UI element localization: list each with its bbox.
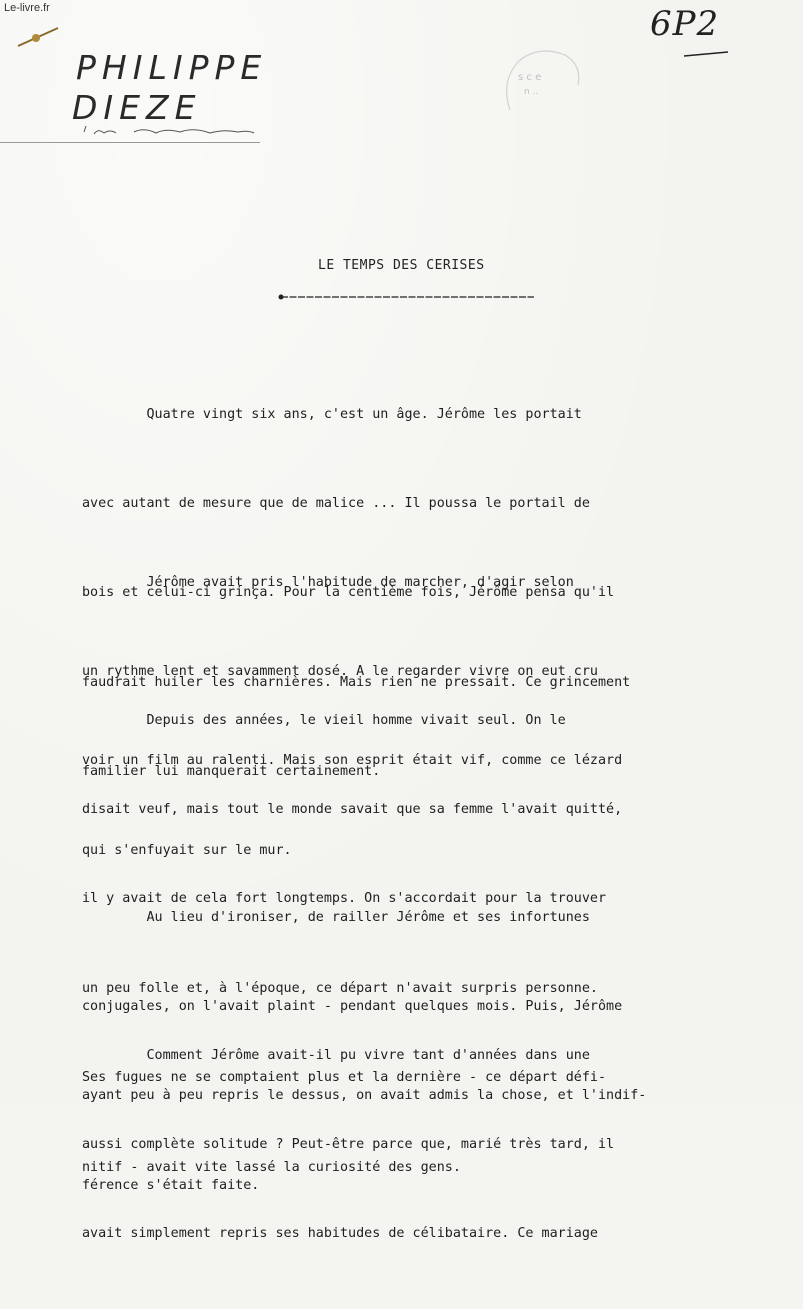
text-line: faudrait huiler les charnières. Mais rien ne pressait. Ce grincement bbox=[82, 674, 631, 690]
svg-text:n ..: n .. bbox=[524, 87, 539, 97]
catalog-number: 6P2 bbox=[650, 4, 720, 44]
text-line: avait simplement repris ses habitudes de célibataire. Ce mariage bbox=[82, 1226, 598, 1242]
text-line: qui s'enfuyait sur le mur. bbox=[82, 842, 292, 858]
text-line: il y avait de cela fort longtemps. On s'accordait pour la trouver bbox=[82, 891, 607, 907]
catalog-underline bbox=[682, 50, 732, 58]
text-line: conjugales, on l'avait plaint - pendant quelques mois. Puis, Jérôme bbox=[82, 998, 623, 1014]
document-title: LE TEMPS DES CERISES bbox=[318, 258, 485, 273]
svg-text:s c e: s c e bbox=[518, 72, 542, 83]
pin-icon bbox=[14, 20, 64, 50]
text-line: familier lui manquerait certainement. bbox=[82, 764, 381, 780]
text-line: Quatre vingt six ans, c'est un âge. Jérôme les portait bbox=[82, 406, 582, 422]
paragraph-5 bbox=[82, 981, 692, 1309]
header-divider bbox=[0, 142, 260, 143]
text-line: ayant peu à peu repris le dessus, on avait admis la chose, et l'indif- bbox=[82, 1088, 647, 1104]
text-line: Au lieu d'ironiser, de railler Jérôme et ses infortunes bbox=[82, 909, 590, 925]
text-line: disait veuf, mais tout le monde savait que sa femme l'avait quitté, bbox=[82, 801, 623, 817]
title-underline bbox=[276, 292, 538, 302]
text-line: Ses fugues ne se comptaient plus et la dernière - ce départ défi- bbox=[82, 1070, 607, 1086]
text-line: bois et celui-ci grinça. Pour la centième fois, Jérôme pensa qu'il bbox=[82, 585, 615, 601]
text-line: aussi complète solitude ? Peut-être parce que, marié très tard, il bbox=[82, 1136, 615, 1152]
signature-scribble bbox=[24, 80, 264, 140]
text-line: un rythme lent et savamment dosé. A le regarder vivre on eut cru bbox=[82, 663, 598, 679]
text-line: Jérôme avait pris l'habitude de marcher, d'agir selon bbox=[82, 574, 574, 590]
author-last-name: DIEZE bbox=[72, 88, 202, 127]
text-line: férence s'était faite. bbox=[82, 1177, 260, 1193]
text-line: nitif - avait vite lassé la curiosité des gens. bbox=[82, 1159, 461, 1175]
text-line: avec autant de mesure que de malice ... Il poussa le portail de bbox=[82, 495, 590, 511]
text-line: Depuis des années, le vieil homme vivait seul. On le bbox=[82, 712, 566, 728]
text-line: un peu folle et, à l'époque, ce départ n'avait surpris personne. bbox=[82, 980, 598, 996]
faded-stamp bbox=[490, 40, 590, 120]
text-line: voir un film au ralenti. Mais son esprit était vif, comme ce lézard bbox=[82, 753, 623, 769]
text-line: Comment Jérôme avait-il pu vivre tant d'années dans une bbox=[82, 1047, 590, 1063]
author-first-name: PHILIPPE bbox=[76, 48, 268, 87]
watermark: Le-livre.fr bbox=[4, 2, 50, 14]
